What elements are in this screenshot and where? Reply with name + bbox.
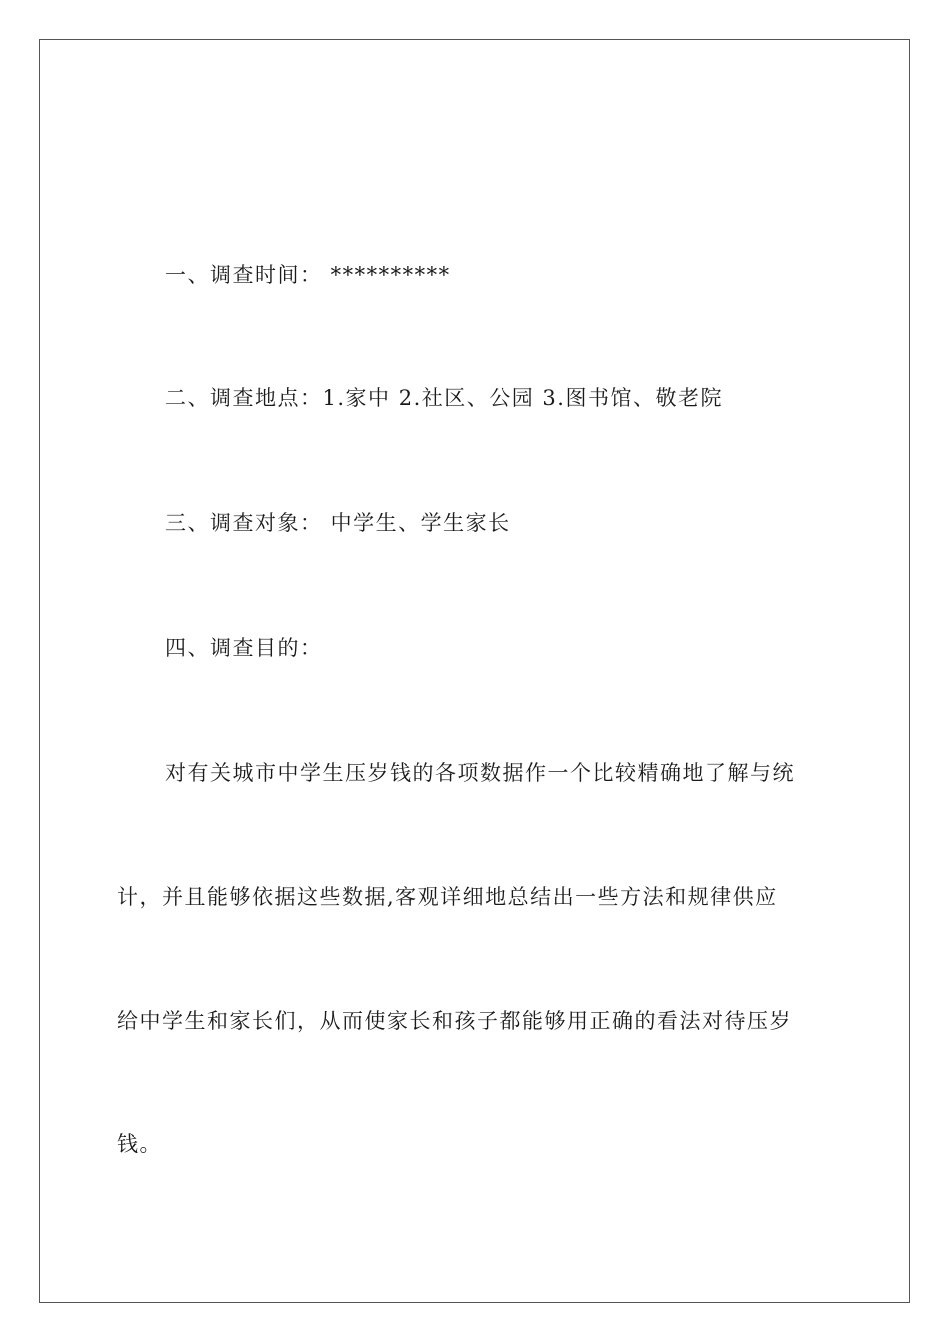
- purpose-paragraph-line: 对有关城市中学生压岁钱的各项数据作一个比较精确地了解与统: [165, 761, 795, 785]
- survey-time: 一、调查时间： **********: [165, 263, 451, 287]
- page-frame: [39, 39, 910, 1303]
- purpose-paragraph-line: 计，并且能够依据这些数据,客观详细地总结出一些方法和规律供应: [117, 885, 778, 909]
- purpose-paragraph-line: 钱。: [117, 1132, 162, 1156]
- purpose-paragraph-line: 给中学生和家长们，从而使家长和孩子都能够用正确的看法对待压岁: [117, 1009, 792, 1033]
- survey-subject: 三、调查对象： 中学生、学生家长: [165, 511, 511, 535]
- survey-purpose-heading: 四、调查目的：: [165, 636, 323, 660]
- survey-place: 二、调查地点：1.家中 2.社区、公园 3.图书馆、敬老院: [165, 386, 723, 410]
